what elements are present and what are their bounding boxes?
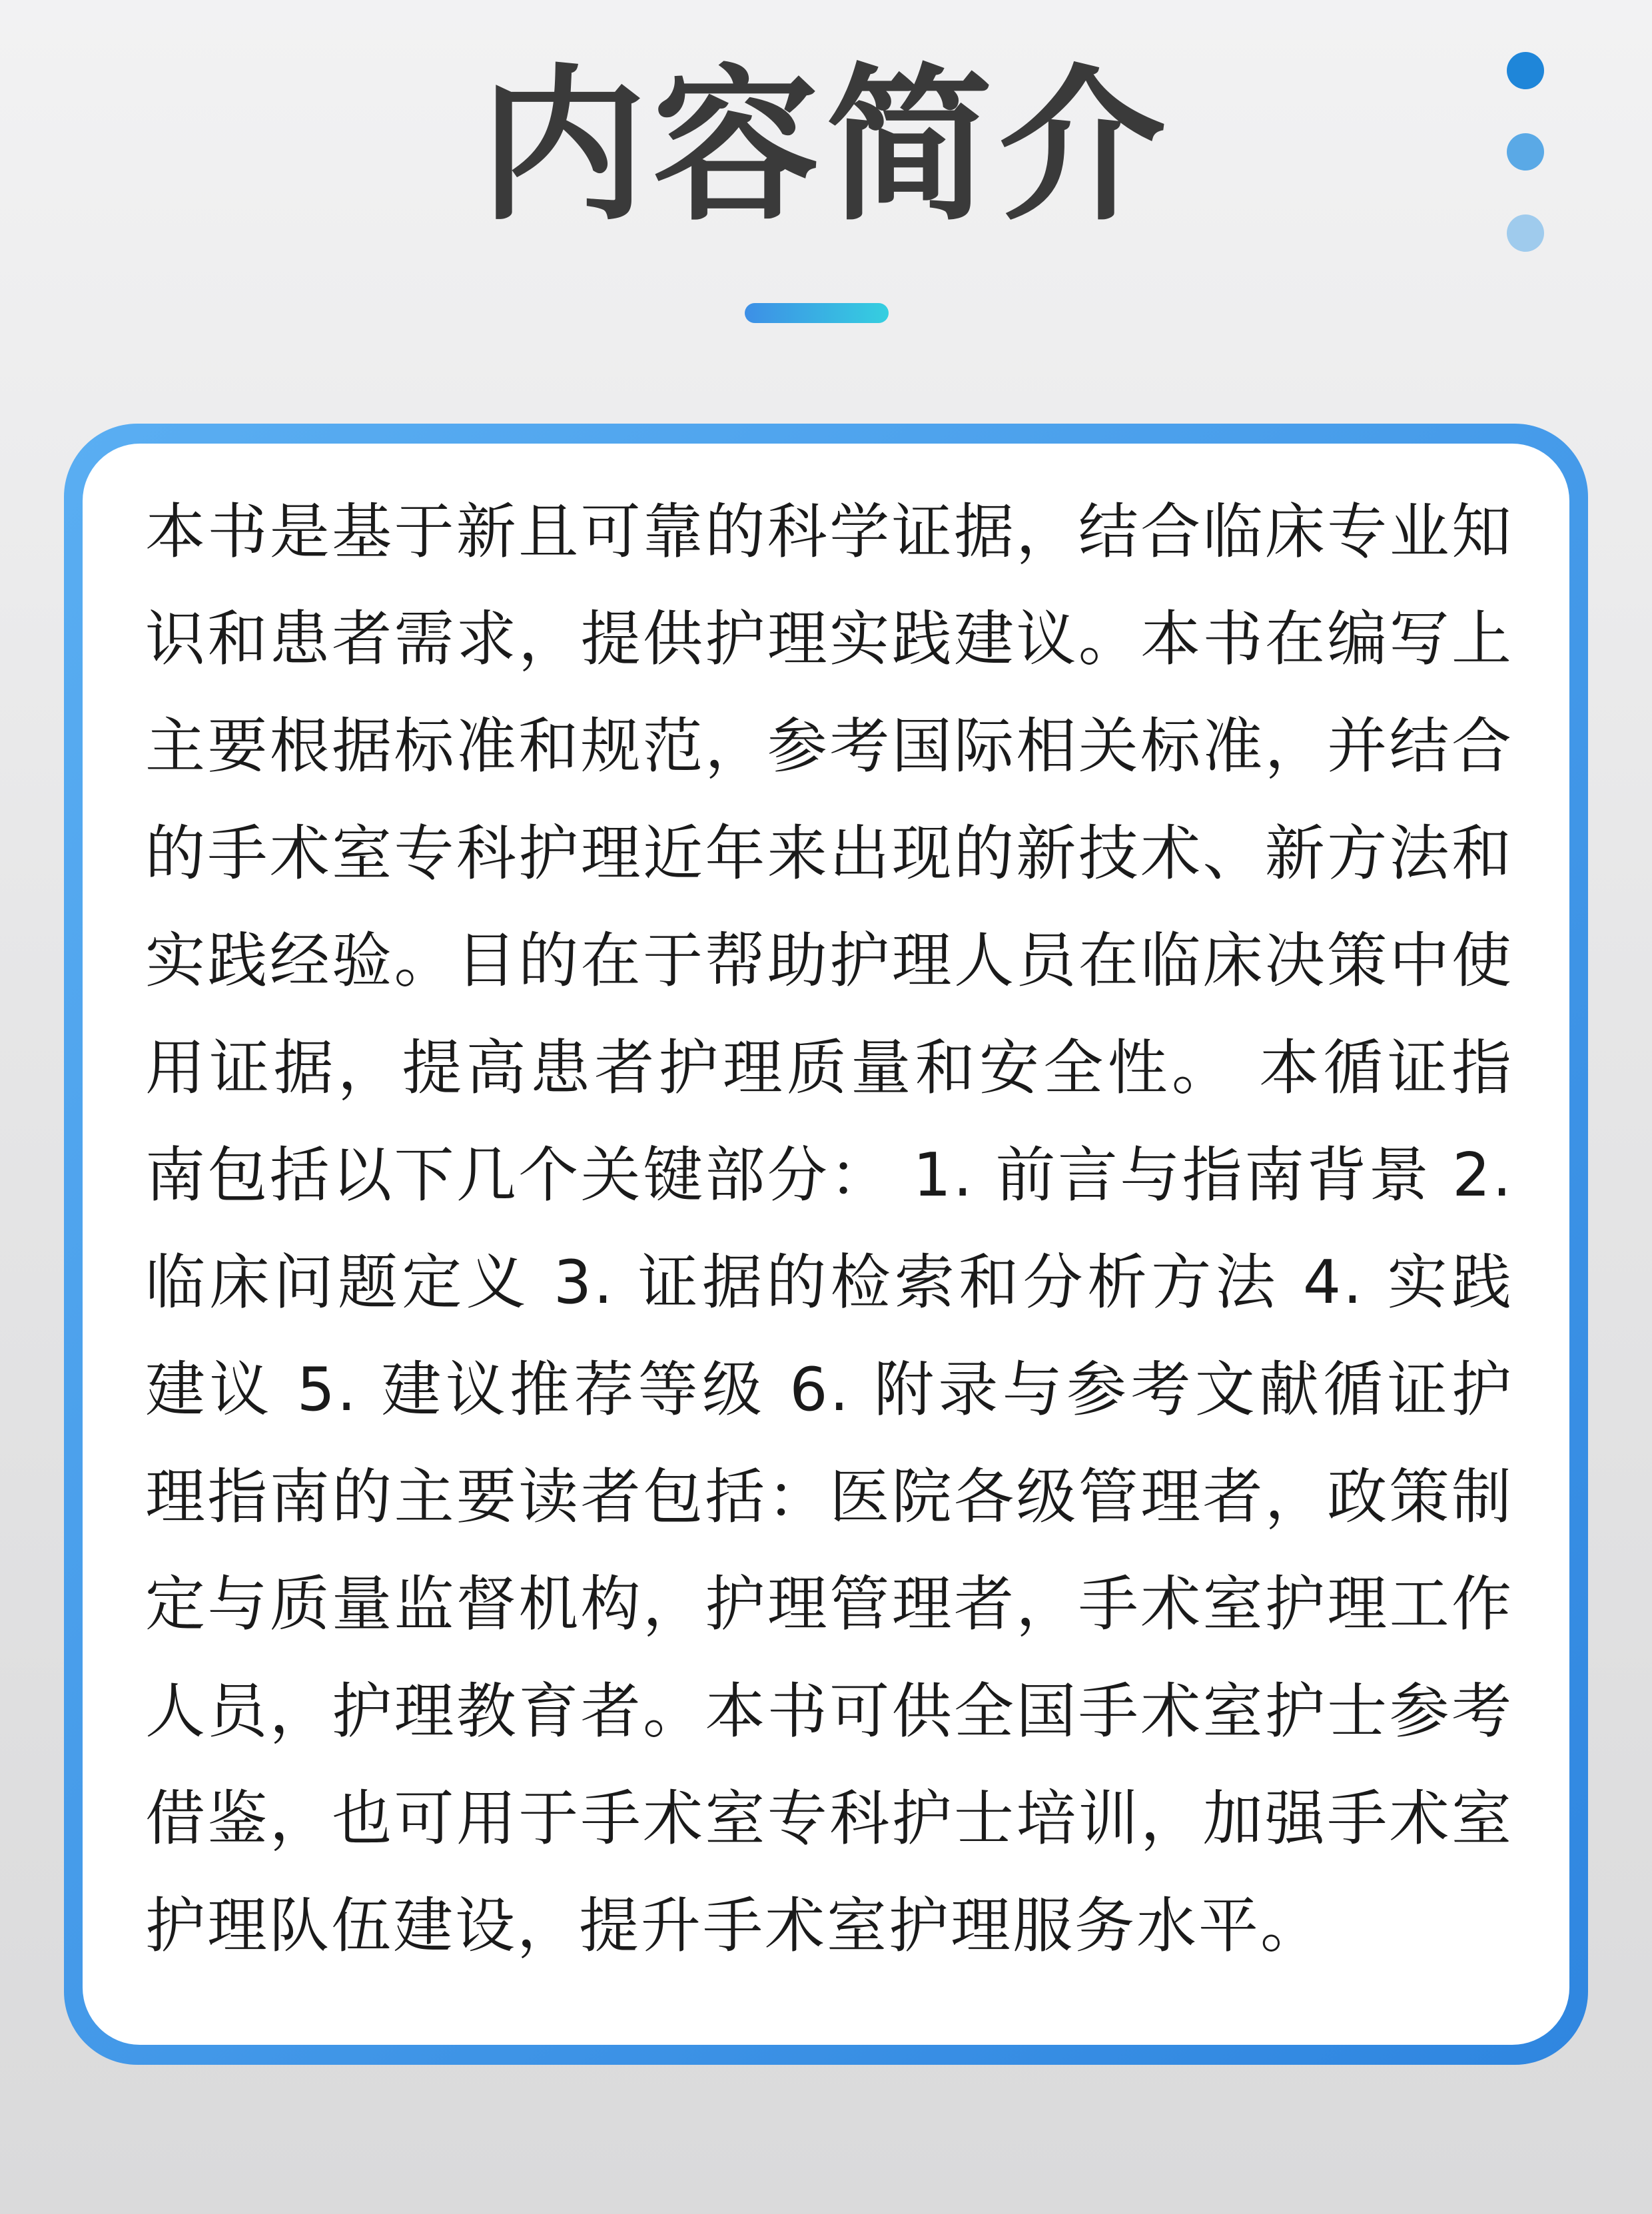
decorative-dot-top [1507, 52, 1544, 89]
content-card-frame [64, 424, 1588, 2065]
card-body-text: 本书是基于新且可靠的科学证据，结合临床专业知识和患者需求，提供护理实践建议。本书在编写上主要根据标准和规范，参考国际相关标准，并结合的手术室专科护理近年来出现的新技术、新方法和实践经验。目的在于帮助护理人员在临床决策中使用证据，提高患者护理质量和安全性。 本循证指南包括以下几个关键部分： 1. 前言与指南背景 2. 临床问题定义 3. 证据的检索和分析方法 4. 实践建议 5. 建议推荐等级 6. 附录与参考文献循证护理指南的主要读者包括：医院各级管理者，政策制定与质量监督机构，护理管理者，手术室护理工作人员，护理教育者。本书可供全国手术室护士参考借鉴，也可用于手术室专科护士培训，加强手术室护理队伍建设，提升手术室护理服务水平。 [145, 497, 1513, 1961]
decorative-dot-bottom [1507, 214, 1544, 252]
page-title: 内容简介 [480, 49, 1172, 243]
decorative-dot-middle [1507, 133, 1544, 171]
title-underline [745, 303, 889, 323]
content-card [83, 444, 1569, 2045]
